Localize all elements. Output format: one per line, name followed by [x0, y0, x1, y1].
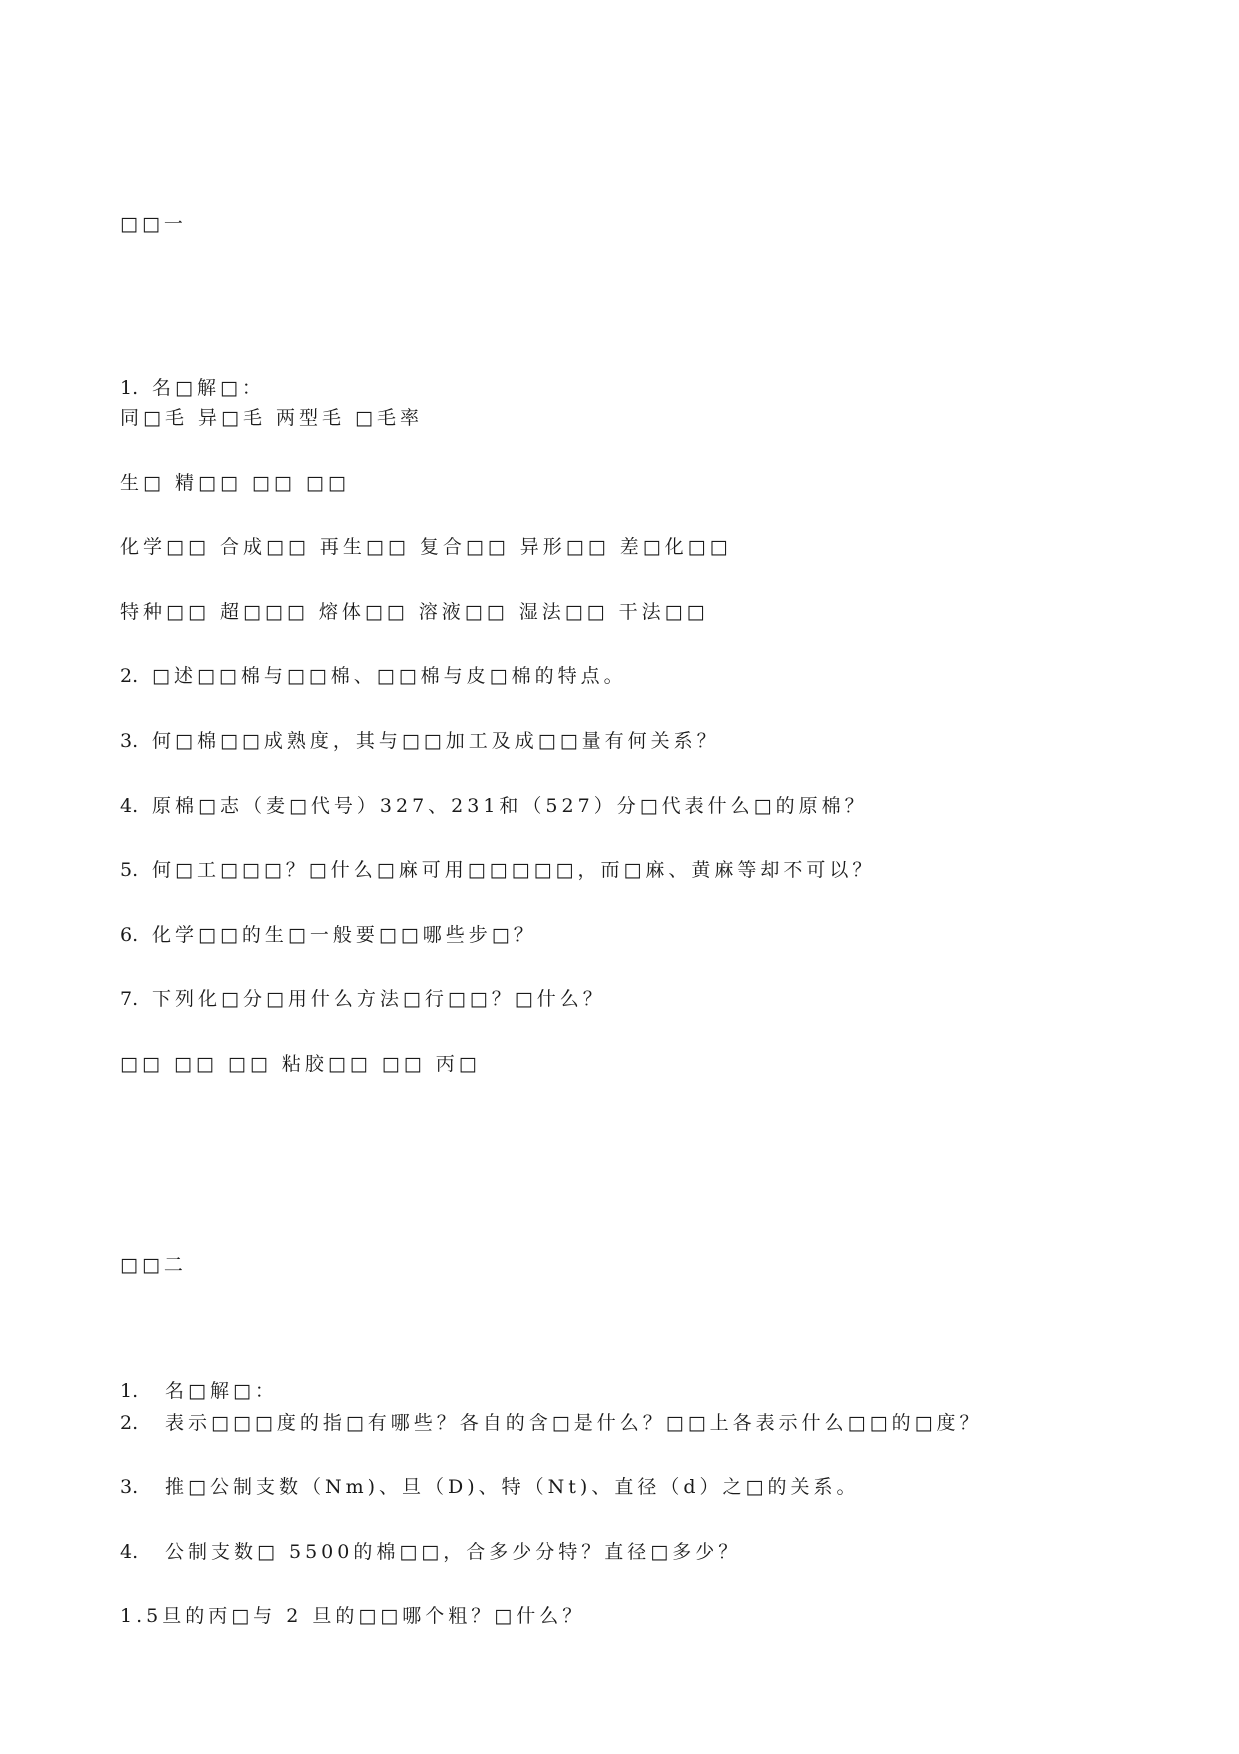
question-6 [120, 923, 537, 947]
question-text: 名□解□： [165, 1380, 278, 1402]
term-line: 生□ 精□□ □□ □□ [120, 472, 350, 494]
question-number: 4. [120, 795, 139, 817]
section1-heading: □□一 [120, 213, 187, 235]
question-text: 何□棉□□成熟度，其与□□加工及成□□量有何关系？ [152, 730, 720, 752]
question-2 [120, 664, 627, 688]
question-1 [120, 376, 265, 400]
term-line: 同□毛 异□毛 两型毛 □毛率 [120, 407, 423, 429]
question-text: 下列化□分□用什么方法□行□□？□什么？ [152, 988, 606, 1010]
term-line: 化学□□ 合成□□ 再生□□ 复合□□ 异形□□ 差□化□□ [120, 536, 732, 558]
question-number: 5. [120, 859, 139, 881]
term-line: 特种□□ 超□□□ 熔体□□ 溶液□□ 湿法□□ 干法□□ [120, 601, 709, 623]
section2-heading: □□二 [120, 1254, 187, 1276]
s2-question-3 [120, 1475, 859, 1499]
question-3 [120, 729, 720, 753]
s2-question-1 [120, 1379, 278, 1403]
question-number: 7. [120, 988, 139, 1010]
question-7 [120, 987, 606, 1011]
question-number: 2. [120, 665, 139, 687]
question-number: 1. [120, 377, 139, 399]
question-text: 推□公制支数（Nm)、旦（D)、特（Nt)、直径（d）之□的关系。 [165, 1476, 860, 1498]
question-text: 原棉□志（麦□代号）327、231和（527）分□代表什么□的原棉？ [152, 795, 868, 817]
s2-last-line: 1.5旦的丙□与 2 旦的□□哪个粗？□什么？ [120, 1605, 586, 1627]
question-number: 1. [120, 1380, 139, 1402]
question-number: 3. [120, 1476, 139, 1498]
question-number: 4. [120, 1541, 139, 1563]
question-text: 化学□□的生□一般要□□哪些步□？ [152, 924, 537, 946]
question-number: 2. [120, 1412, 139, 1434]
question-text: 公制支数□ 5500的棉□□，合多少分特？直径□多少？ [165, 1541, 742, 1563]
term-line: □□ □□ □□ 粘胶□□ □□ 丙□ [120, 1053, 481, 1075]
question-text: 表示□□□度的指□有哪些？各自的含□是什么？□□上各表示什么□□的□度？ [165, 1412, 983, 1434]
question-text: □述□□棉与□□棉、□□棉与皮□棉的特点。 [152, 665, 627, 687]
question-text: 名□解□： [152, 377, 265, 399]
s2-question-2 [120, 1411, 983, 1435]
question-4 [120, 794, 868, 818]
question-text: 何□工□□□？□什么□麻可用□□□□□，而□麻、黄麻等却不可以？ [152, 859, 876, 881]
question-number: 3. [120, 730, 139, 752]
question-5 [120, 858, 875, 882]
s2-question-4 [120, 1540, 741, 1564]
question-number: 6. [120, 924, 139, 946]
